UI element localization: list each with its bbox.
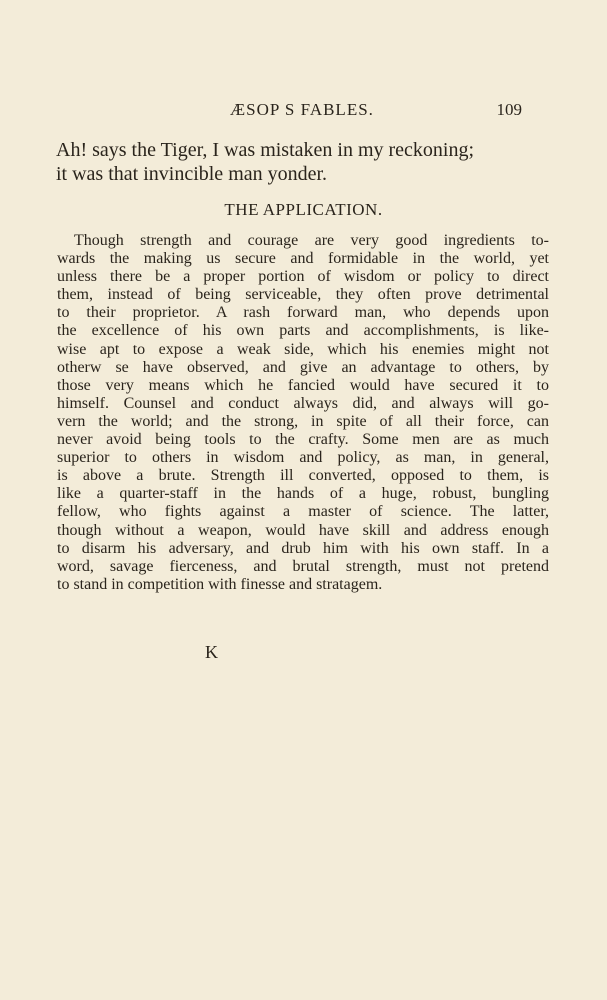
text-line: never avoid being tools to the crafty. Some men are as much [57, 431, 549, 449]
text-line: though without a weapon, would have skill and address enough [57, 521, 549, 539]
story-conclusion [56, 138, 550, 186]
text-line: to disarm his adversary, and drub him with his own staff. In a [57, 539, 549, 557]
text-line: to stand in competition with finesse and stratagem. [57, 575, 383, 593]
running-head [70, 100, 522, 120]
page-number: 109 [496, 100, 522, 119]
signature-mark: K [205, 642, 218, 662]
text-line: Though strength and courage are very good ingredients to- [74, 232, 549, 249]
running-title: ÆSOP S FABLES. [230, 100, 374, 119]
text-line: to their proprietor. A rash forward man, who depends upon [57, 304, 549, 322]
text-line: word, savage fierceness, and brutal strength, must not pretend [57, 557, 549, 575]
text-line: wards the making us secure and formidable in the world, yet [57, 250, 549, 268]
text-line: otherw se have observed, and give an advantage to others, by [57, 358, 549, 376]
text-line: superior to others in wisdom and policy, as man, in general, [57, 449, 549, 467]
text-line: vern the world; and the strong, in spite of all their force, can [57, 412, 549, 430]
text-line: those very means which he fancied would have secured it to [57, 376, 549, 394]
text-line: unless there be a proper portion of wisdom or policy to direct [57, 268, 549, 286]
text-line: fellow, who fights against a master of science. The latter, [57, 503, 549, 521]
application-heading: THE APPLICATION. [224, 200, 383, 219]
story-line: it was that invincible man yonder. [56, 163, 328, 185]
text-line: is above a brute. Strength ill converted, opposed to them, is [57, 467, 549, 485]
text-line: wise apt to expose a weak side, which his enemies might not [57, 340, 549, 358]
text-line: them, instead of being serviceable, they often prove detrimental [57, 286, 549, 304]
text-line: the excellence of his own parts and accomplishments, is like- [57, 322, 549, 340]
text-line: himself. Counsel and conduct always did, and always will go- [57, 394, 549, 412]
text-line: like a quarter-staff in the hands of a huge, robust, bungling [57, 485, 549, 503]
application-text [57, 232, 549, 594]
story-line: Ah! says the Tiger, I was mistaken in my reckoning; [56, 139, 475, 161]
